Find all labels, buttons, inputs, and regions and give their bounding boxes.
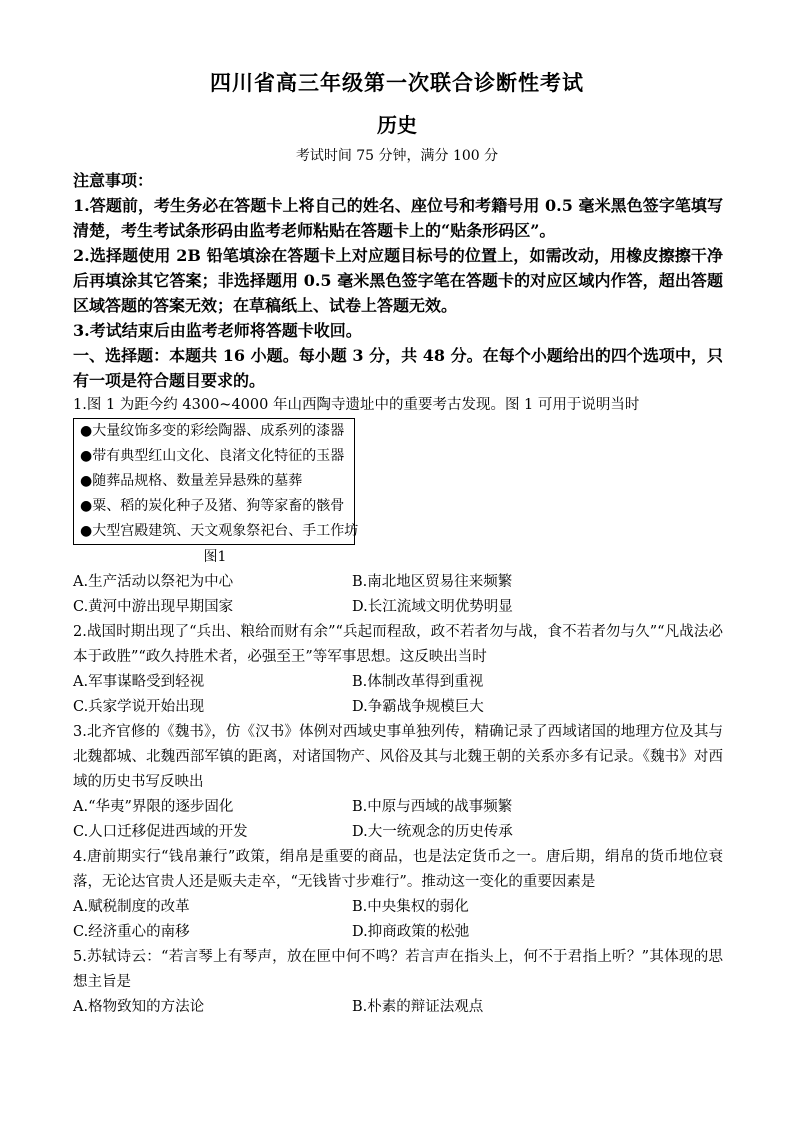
question-stem: 5.苏轼诗云：“若言琴上有琴声，放在匣中何不鸣？若言声在指头上，何不于君指上听？”其体现的思想主旨是	[73, 949, 724, 990]
question-4	[73, 845, 723, 945]
question-options	[73, 570, 723, 620]
question-options	[73, 895, 723, 945]
figure-item: ●带有典型红山文化、良渚文化特征的玉器	[80, 448, 345, 464]
exam-title: 四川省高三年级第一次联合诊断性考试	[210, 70, 584, 95]
question-options	[73, 795, 723, 845]
notes-item: 3.考试结束后由监考老师将答题卡收回。	[73, 321, 362, 340]
notes-item: 2.选择题使用 2B 铅笔填涂在答题卡上对应题目标号的位置上，如需改动，用橡皮擦擦干净后再填涂其它答案；非选择题用 0.5 毫米黑色签字笔在答题卡的对应区域内作答，超出答题区域答题的答案无效；在草稿纸上、试卷上答题无效。	[73, 246, 723, 315]
figure-item: ●大型宫殿建筑、天文观象祭祀台、手工作坊	[80, 523, 359, 539]
figure-1-box	[73, 418, 359, 545]
option-d: D.大一统观念的历史传承	[352, 824, 513, 840]
exam-info: 考试时间 75 分钟，满分 100 分	[295, 148, 499, 164]
question-options	[73, 995, 723, 1020]
option-b: B.体制改革得到重视	[352, 674, 484, 690]
option-a: A.“华夷”界限的逐步固化	[73, 799, 234, 815]
notes-section	[73, 168, 723, 343]
notes-item: 1.答题前，考生务必在答题卡上将自己的姓名、座位号和考籍号用 0.5 毫米黑色签字笔填写清楚，考生考试条形码由监考老师粘贴在答题卡上的“贴条形码区”。	[73, 196, 723, 240]
question-2	[73, 620, 723, 720]
option-a: A.军事谋略受到轻视	[73, 674, 205, 690]
option-c: C.人口迁移促进西域的开发	[73, 824, 248, 840]
subject-title: 历史	[377, 113, 417, 137]
option-d: D.争霸战争规模巨大	[352, 699, 484, 715]
question-5	[73, 945, 723, 1020]
option-c: C.黄河中游出现早期国家	[73, 599, 234, 615]
option-b: B.中原与西域的战事频繁	[352, 799, 513, 815]
notes-heading: 注意事项：	[73, 171, 154, 190]
option-b: B.中央集权的弱化	[352, 899, 469, 915]
option-d: D.长江流域文明优势明显	[352, 599, 513, 615]
figure-item: ●粟、稻的炭化种子及猪、狗等家畜的骸骨	[80, 498, 345, 514]
option-a: A.赋税制度的改革	[73, 899, 190, 915]
question-options	[73, 670, 723, 720]
option-c: C.兵家学说开始出现	[73, 699, 205, 715]
question-3	[73, 720, 723, 845]
question-stem: 4.唐前期实行“钱帛兼行”政策，绢帛是重要的商品，也是法定货币之一。唐后期，绢帛的货币地位衰落，无论达官贵人还是贩夫走卒，“无钱皆寸步难行”。推动这一变化的重要因素是	[73, 849, 723, 890]
question-stem: 3.北齐官修的《魏书》，仿《汉书》体例对西域史事单独列传，精确记录了西域诸国的地理方位及其与北魏都城、北魏西部军镇的距离，对诸国物产、风俗及其与北魏王朝的关系亦多有记录。《魏书》对西域的历史书写反映出	[73, 724, 723, 790]
option-d: D.抑商政策的松弛	[352, 924, 470, 940]
exam-header	[0, 68, 794, 167]
option-b: B.南北地区贸易往来频繁	[352, 574, 513, 590]
figure-item: ●随葬品规格、数量差异悬殊的墓葬	[80, 473, 303, 489]
option-c: C.经济重心的南移	[73, 924, 190, 940]
option-b: B.朴素的辩证法观点	[352, 999, 484, 1015]
question-stem: 2.战国时期出现了“兵出、粮给而财有余”“兵起而程敌，政不若者勿与战，食不若者勿与久”“凡战法必本于政胜”“政久持胜术者，必强至王”等军事思想。这反映出当时	[73, 624, 723, 665]
exam-content	[73, 168, 723, 1020]
question-1	[73, 393, 723, 620]
section-heading: 一、选择题：本题共 16 小题。每小题 3 分，共 48 分。在每个小题给出的四个选项中，只有一项是符合题目要求的。	[73, 346, 723, 390]
figure-caption: 图1	[203, 549, 227, 565]
option-a: A.格物致知的方法论	[73, 999, 205, 1015]
option-a: A.生产活动以祭祀为中心	[73, 574, 234, 590]
question-stem: 1.图 1 为距今约 4300~4000 年山西陶寺遗址中的重要考古发现。图 1 可用于说明当时	[73, 397, 640, 413]
figure-item: ●大量纹饰多变的彩绘陶器、成系列的漆器	[80, 423, 345, 439]
